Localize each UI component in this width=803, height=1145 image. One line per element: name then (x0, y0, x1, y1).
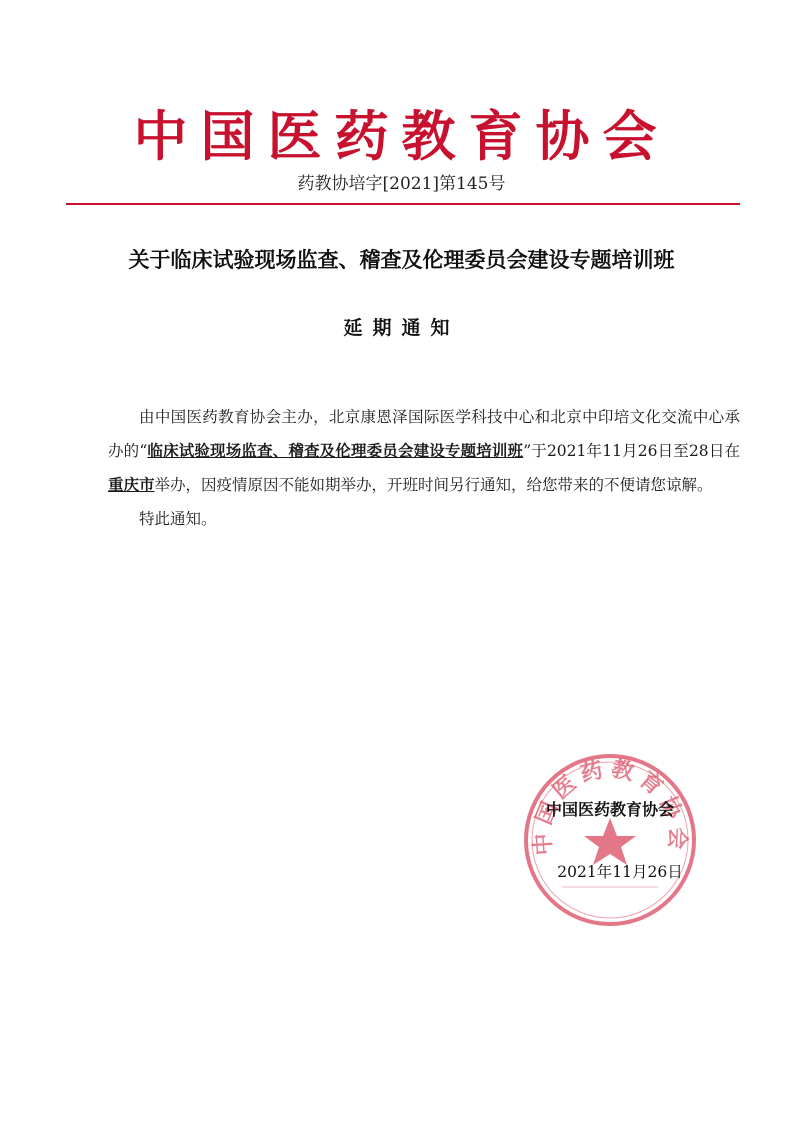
seal-ring-text: 中国医药教育协会 (529, 755, 691, 857)
notice-body (108, 400, 740, 536)
org-title: 中国医药教育协会 (133, 104, 670, 168)
closing-line: 特此通知。 (139, 510, 217, 528)
official-seal (522, 752, 698, 928)
notice-title: 关于临床试验现场监查、稽查及伦理委员会建设专题培训班 (128, 247, 675, 272)
city-name: 重庆市 (108, 475, 155, 494)
body-paragraph (108, 400, 740, 502)
course-name: 临床试验现场监查、稽查及伦理委员会建设专题培训班 (147, 441, 524, 460)
body-text-part1: 由中国医药教育协会主办，北京康恩泽国际医学科技中心和北京中印培文化交流中心承办的“ (108, 408, 740, 460)
body-text-part3: 举办，因疫情原因不能如期举办，开班时间另行通知，给您带来的不便请您谅解。 (154, 476, 713, 494)
document-number: 药教协培字[2021]第145号 (297, 174, 506, 194)
header-divider (66, 203, 740, 205)
signature-org: 中国医药教育协会 (545, 800, 674, 819)
signature-date: 2021年11月26日 (557, 863, 683, 881)
body-text-part2: ”于2021年11月26日至28日在 (523, 442, 740, 460)
notice-subtitle: 延期通知 (343, 317, 460, 339)
